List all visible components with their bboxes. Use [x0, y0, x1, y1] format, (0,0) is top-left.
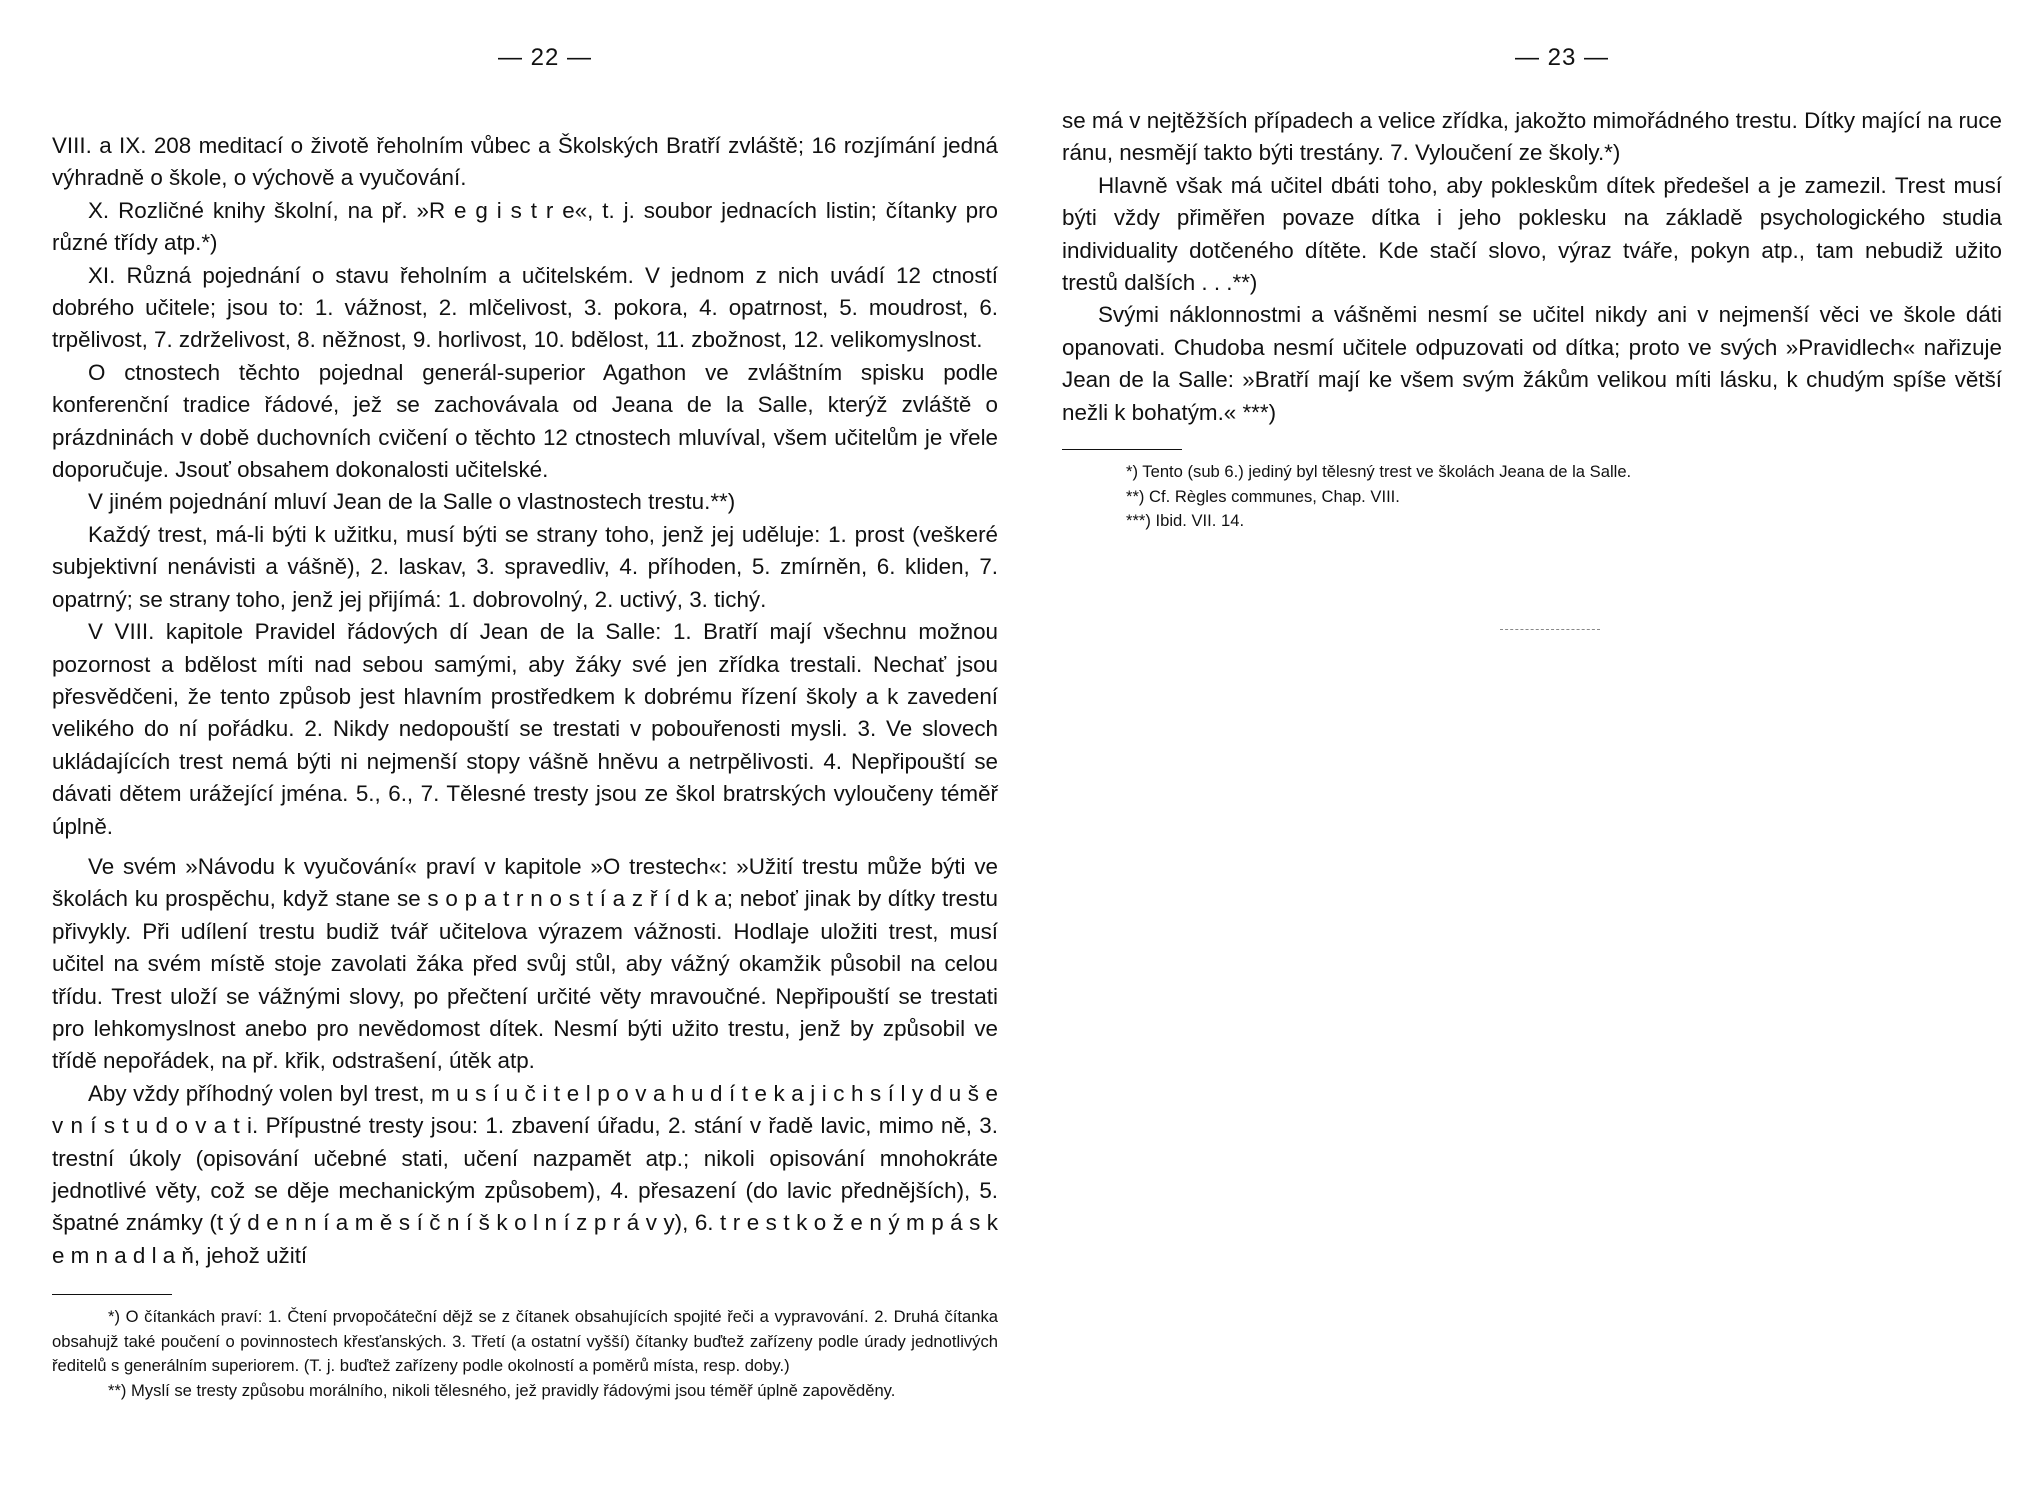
- decorative-divider: [1500, 629, 1600, 630]
- footnote: *) Tento (sub 6.) jediný byl tělesný trest ve školách Jeana de la Salle.: [1126, 462, 1632, 482]
- paragraph: Hlavně však má učitel dbáti toho, aby pokleskům dítek předešel a je zamezil. Trest musí býti vždy přiměřen povaze dítka i jeho poklesku na základě psychologického studia individuality dotčeného dítěte. Kde stačí slovo, výraz tváře, pokyn atp., tam nebudiž užito trestů dalších . . .**): [1062, 172, 2002, 296]
- footnotes: [52, 1305, 998, 1403]
- footnote: ***) Ibid. VII. 14.: [1126, 511, 1245, 531]
- paragraph: VIII. a IX. 208 meditací o životě řeholním vůbec a Školských Bratří zvláště; 16 rozjímání jedná výhradně o škole, o výchově a vyučování.: [52, 133, 998, 191]
- footnote: **) Myslí se tresty způsobu morálního, nikoli tělesného, jež pravidly řádovými jsou téměř úplně zapověděny.: [108, 1381, 896, 1400]
- footnote-rule: [1062, 449, 1182, 450]
- footnotes: [1062, 460, 2002, 534]
- paragraph: X. Rozličné knihy školní, na př. »R e g i s t r e«, t. j. soubor jednacích listin; čítanky pro různé třídy atp.*): [52, 197, 998, 256]
- left-page: [52, 0, 998, 1404]
- paragraph: Aby vždy příhodný volen byl trest, m u s í u č i t e l p o v a h u d í t e k a j i c h s í l y d u š e v n í s t u d o v a t i. Přípustné tresty jsou: 1. zbavení úřadu, 2. stání v řadě lavic, mimo ně, 3. trestní úkoly (opisování učebné stati, učení nazpamět atp.; nikoli opisování mnohokráte jednotlivé věty, což se děje mechanickým způsobem), 4. přesazení (do lavic přednějších), 5. špatné známky (t ý d e n n í a m ě s í č n í š k o l n í z p r á v y), 6. t r e s t k o ž e n ý m p á s k e m n a d l a ň, jehož užití: [52, 1080, 998, 1268]
- page-number: — 22 —: [497, 44, 593, 71]
- body-text: [52, 130, 998, 1272]
- paragraph: Svými náklonnostmi a vášněmi nesmí se učitel nikdy ani v nejmenší věci ve škole dáti opanovati. Chudoba nesmí učitele odpuzovati od dítka; proto ve svých »Pravidlech« nařizuje Jean de la Salle: »Bratří mají ke všem svým žákům velikou míti lásku, k chudým spíše větší nežli k bohatým.« ***): [1062, 302, 2002, 425]
- paragraph: XI. Různá pojednání o stavu řeholním a učitelském. V jednom z nich uvádí 12 ctností dobrého učitele; jsou to: 1. vážnost, 2. mlčelivost, 3. pokora, 4. opatrnost, 5. moudrost, 6. trpělivost, 7. zdrželivost, 8. něžnost, 9. horlivost, 10. bdělost, 11. zbožnost, 12. velikomyslnost.: [52, 262, 998, 353]
- footnote: *) O čítankách praví: 1. Čtení prvopočáteční dějž se z čítanek obsahujících spojité řeči a vypravování. 2. Druhá čítanka obsahujž také poučení o povinnostech křesťanských. 3. Třetí (a ostatní vyšší) čítanky buďtež zařízeny podle úrady jednotlivých ředitelů s generálním superiorem. (T. j. buďtež zařízeny podle okolností a poměrů místa, resp. doby.): [52, 1307, 998, 1376]
- paragraph: Každý trest, má-li býti k užitku, musí býti se strany toho, jenž jej uděluje: 1. prost (veškeré subjektivní nenávisti a vášně), 2. laskav, 3. spravedliv, 4. příhoden, 5. zmírněn, 6. kliden, 7. opatrný; se strany toho, jenž jej přijímá: 1. dobrovolný, 2. uctivý, 3. tichý.: [52, 521, 998, 612]
- page-number: — 23 —: [1514, 44, 1610, 71]
- paragraph: Ve svém »Návodu k vyučování« praví v kapitole »O trestech«: »Užití trestu může býti ve školách ku prospěchu, když stane se s o p a t r n o s t í a z ř í d k a; neboť jinak by dítky trestu přivykly. Při udílení trestu budiž tvář učitelova výrazem vážnosti. Hodlaje uložiti trest, musí učitel na svém místě stoje zavolati žáka před svůj stůl, aby vážný okamžik působil na celou třídu. Trest uloží se vážnými slovy, po přečtení určité věty mravoučné. Nepřipouští se trestati pro lehkomyslnost anebo pro nevědomost dítek. Nesmí býti užito trestu, jenž by způsobil ve třídě nepořádek, na př. křik, odstrašení, útěk atp.: [52, 853, 998, 1074]
- paragraph: se má v nejtěžších případech a velice zřídka, jakožto mimořádného trestu. Dítky mající na ruce ránu, nesmějí takto býti trestány. 7. Vyloučení ze školy.*): [1062, 108, 2002, 166]
- right-page: [1062, 0, 2002, 534]
- body-text: [1062, 105, 2002, 429]
- paragraph: V jiném pojednání mluví Jean de la Salle o vlastnostech trestu.**): [88, 489, 736, 515]
- paragraph: V VIII. kapitole Pravidel řádových dí Jean de la Salle: 1. Bratří mají všechnu možnou pozornost a bdělost míti nad sebou samými, aby žáky své jen zřídka trestali. Nechať jsou přesvědčeni, že tento způsob jest hlavním prostředkem k dobrému řízení školy a k zavedení velikého do ní pořádku. 2. Nikdy nedopouští se trestati v pobouřenosti mysli. 3. Ve slovech ukládajících trest nemá býti ni nejmenší stopy vášně hněvu a netrpělivosti. 4. Nepřipouští se dávati dětem urážející jména. 5., 6., 7. Tělesné tresty jsou ze škol bratrských vyloučeny téměř úplně.: [52, 619, 998, 839]
- footnote: **) Cf. Règles communes, Chap. VIII.: [1126, 486, 1400, 506]
- paragraph: O ctnostech těchto pojednal generál-superior Agathon ve zvláštním spisku podle konferenční tradice řádové, jež se zachovávala od Jeana de la Salle, kterýž zvláště o prázdninách v době duchovních cvičení o těchto 12 ctnostech mluvíval, všem učitelům je vřele doporučuje. Jsouť obsahem dokonalosti učitelské.: [52, 359, 998, 483]
- footnote-rule: [52, 1294, 172, 1295]
